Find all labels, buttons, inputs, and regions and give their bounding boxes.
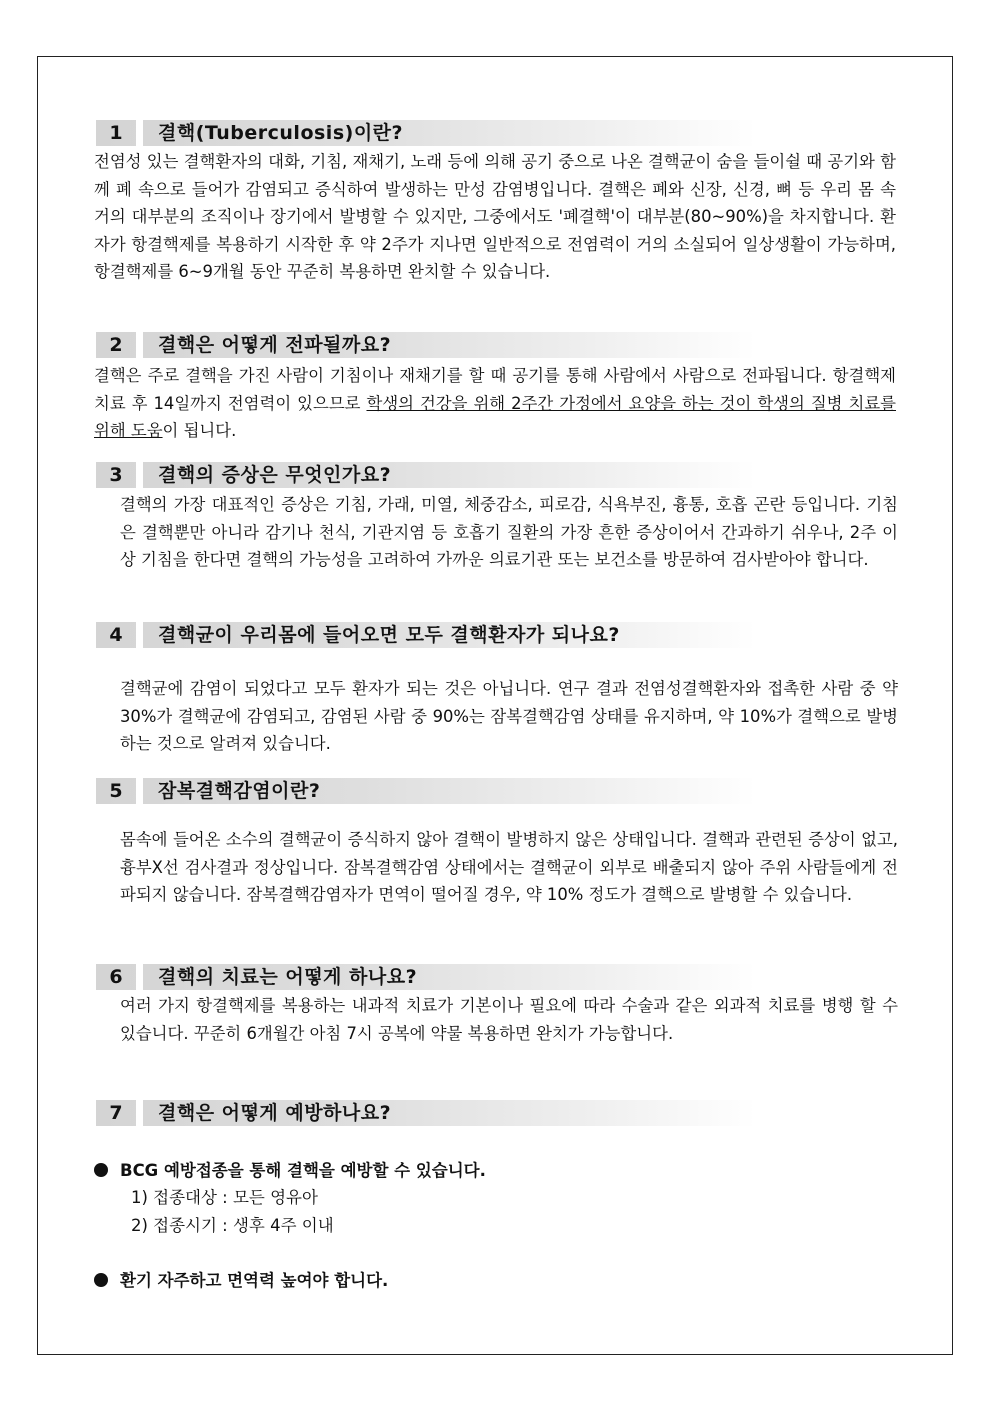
header-divider [136,622,143,648]
section-title: 결핵의 치료는 어떻게 하나요? [158,966,418,988]
header-divider [136,120,143,146]
section-title: 결핵균이 우리몸에 들어오면 모두 결핵환자가 되나요? [158,624,620,646]
prevention-bullet-1 [94,1158,486,1184]
section-number: 4 [109,624,123,646]
bullet-text: BCG 예방접종을 통해 결핵을 예방할 수 있습니다. [120,1161,486,1180]
section-2-underlined-text: 학생의 건강을 위해 2주간 가정에서 요양을 하는 것이 학생의 질병 치료를 위해 도움 [94,393,896,440]
section-number: 1 [109,122,123,144]
section-5-body: 몸속에 들어온 소수의 결핵균이 증식하지 않아 결핵이 발병하지 않은 상태입니다. 결핵과 관련된 증상이 없고, 흉부X선 검사결과 정상입니다. 잠복결핵감염 상태에서는 결핵균이 외부로 배출되지 않아 주위 사람들에게 전파되지 않습니다. 잠복결핵감염자가 면역이 떨어질 경우, 약 10% 정도가 결핵으로 발병할 수 있습니다. [120,830,898,904]
section-number: 5 [109,780,123,802]
header-divider [136,462,143,488]
header-divider [136,964,143,990]
section-5-header [96,778,756,804]
prevention-bullet-2 [94,1268,388,1294]
section-title: 결핵은 어떻게 전파될까요? [158,334,392,356]
section-2-text: 결핵은 주로 결핵을 가진 사람이 기침이나 재채기를 할 때 공기를 통해 사람에서 사람으로 전파됩니다. 항결핵제 치료 후 14일까지 전염력이 있으므로 [94,366,896,413]
section-4-header [96,622,756,648]
section-1-body: 전염성 있는 결핵환자의 대화, 기침, 재채기, 노래 등에 의해 공기 중으로 나온 결핵균이 숨을 들이쉴 때 공기와 함께 폐 속으로 들어가 감염되고 증식하여 발생하는 만성 감염병입니다. 결핵은 폐와 신장, 신경, 뼈 등 우리 몸 속 거의 대부분의 조직이나 장기에서 발병할 수 있지만, 그중에서도 '폐결핵'이 대부분(80~90%)을 차지합니다. 환자가 항결핵제를 복용하기 시작한 후 약 2주가 지나면 일반적으로 전염력이 거의 소실되어 일상생활이 가능하며, 항결핵제를 6~9개월 동안 꾸준히 복용하면 완치할 수 있습니다. [94,152,896,281]
section-title: 잠복결핵감염이란? [158,780,321,802]
section-number: 2 [109,334,123,356]
prevention-sub-item-1: 1) 접종대상 : 모든 영유아 [131,1188,318,1207]
section-number: 6 [109,966,123,988]
section-2-text-end: 이 됩니다. [162,421,237,440]
header-divider [136,1100,143,1126]
section-2-header [96,332,756,358]
bullet-text: 환기 자주하고 면역력 높여야 합니다. [120,1271,389,1290]
header-divider [136,778,143,804]
section-7-header [96,1100,756,1126]
header-divider [136,332,143,358]
section-number: 3 [109,464,123,486]
section-2-body [94,362,896,445]
section-3-header [96,462,756,488]
bullet-icon [94,1273,108,1287]
section-6-header [96,964,756,990]
section-number: 7 [109,1102,123,1124]
section-title: 결핵(Tuberculosis)이란? [158,122,404,144]
section-6-body: 여러 가지 항결핵제를 복용하는 내과적 치료가 기본이나 필요에 따라 수술과 같은 외과적 치료를 병행 할 수 있습니다. 꾸준히 6개월간 아침 7시 공복에 약물 복용하면 완치가 가능합니다. [120,996,898,1043]
section-1-header [96,120,756,146]
section-4-body: 결핵균에 감염이 되었다고 모두 환자가 되는 것은 아닙니다. 연구 결과 전염성결핵환자와 접촉한 사람 중 약 30%가 결핵균에 감염되고, 감염된 사람 중 90%는 잠복결핵감염 상태를 유지하며, 약 10%가 결핵으로 발병하는 것으로 알려져 있습니다. [120,679,898,753]
bullet-icon [94,1163,108,1177]
section-title: 결핵의 증상은 무엇인가요? [158,464,392,486]
section-3-body: 결핵의 가장 대표적인 증상은 기침, 가래, 미열, 체중감소, 피로감, 식욕부진, 흉통, 호흡 곤란 등입니다. 기침은 결핵뿐만 아니라 감기나 천식, 기관지염 등 호흡기 질환의 가장 흔한 증상이어서 간과하기 쉬우나, 2주 이상 기침을 한다면 결핵의 가능성을 고려하여 가까운 의료기관 또는 보건소를 방문하여 검사받아야 합니다. [120,495,898,569]
prevention-sub-item-2: 2) 접종시기 : 생후 4주 이내 [131,1216,334,1235]
section-title: 결핵은 어떻게 예방하나요? [158,1102,392,1124]
